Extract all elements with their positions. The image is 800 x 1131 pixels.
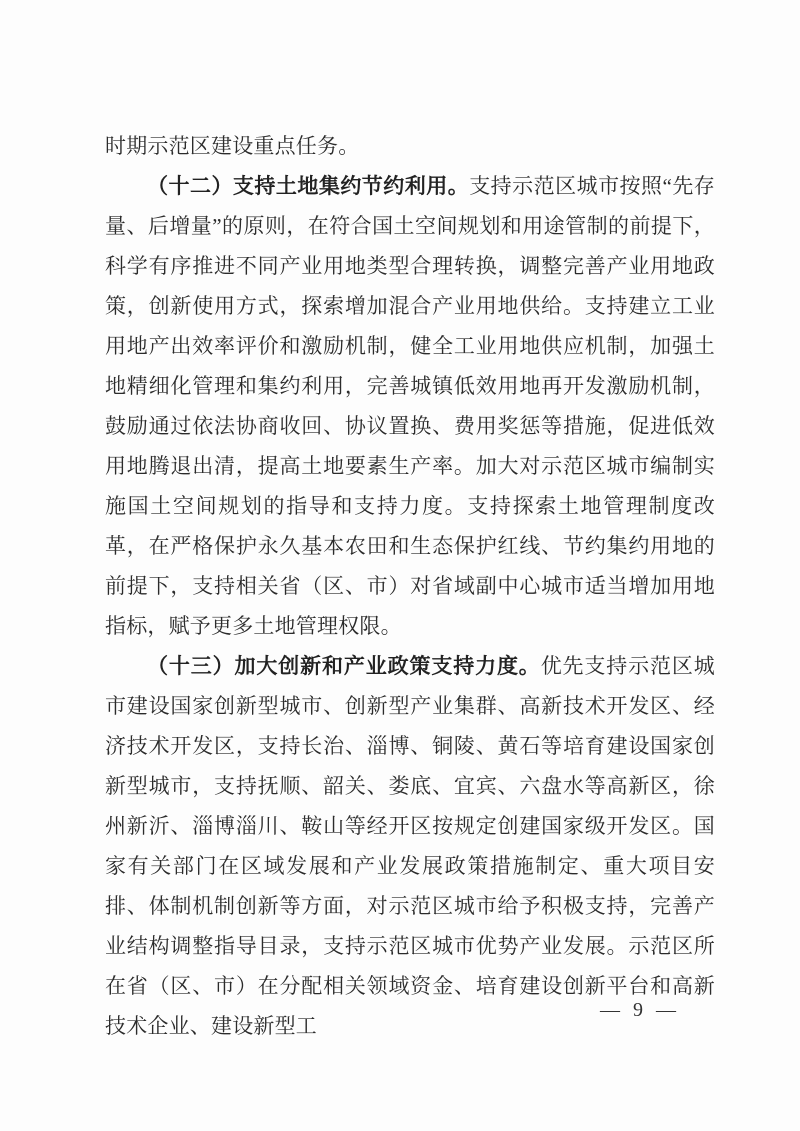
paragraph-lead: （十三）加大创新和产业政策支持力度。 bbox=[147, 654, 541, 678]
paragraph-text: 支持示范区城市按照“先存量、后增量”的原则，在符合国土空间规划和用途管制的前提下，科学有序推进不同产业用地类型合理转换，调整完善产业用地政策，创新使用方式，探索增加混合产业用地供给。支持建立工业用地产出效率评价和激励机制，健全工业用地供应机制，加强土地精细化管理和集约利用，完善城镇低效用地再开发激励机制，鼓励通过依法协商收回、协议置换、费用奖惩等措施，促进低效用地腾退出清，提高土地要素生产率。加大对示范区城市编制实施国土空间规划的指导和支持力度。支持探索土地管理制度改革，在严格保护永久基本农田和生态保护红线、节约集约用地的前提下，支持相关省（区、市）对省域副中心城市适当增加用地指标，赋予更多土地管理权限。 bbox=[105, 174, 715, 638]
paragraph-continuation bbox=[105, 126, 715, 166]
paragraph-item-12 bbox=[105, 166, 715, 646]
paragraph-lead: （十二）支持土地集约节约利用。 bbox=[147, 174, 470, 198]
paragraph-text: 优先支持示范区城市建设国家创新型城市、创新型产业集群、高新技术开发区、经济技术开发区，支持长治、淄博、铜陵、黄石等培育建设国家创新型城市，支持抚顺、韶关、娄底、宜宾、六盘水等高新区，徐州新沂、淄博淄川、鞍山等经开区按规定创建国家级开发区。国家有关部门在区域发展和产业发展政策措施制定、重大项目安排、体制机制创新等方面，对示范区城市给予积极支持，完善产业结构调整指导目录，支持示范区城市优势产业发展。示范区所在省（区、市）在分配相关领域资金、培育建设创新平台和高新技术企业、建设新型工 bbox=[105, 654, 715, 1038]
paragraph-text: 时期示范区建设重点任务。 bbox=[105, 134, 360, 158]
page-number: — 9 — bbox=[600, 999, 680, 1021]
document-body bbox=[105, 126, 715, 1046]
paragraph-item-13 bbox=[105, 646, 715, 1046]
